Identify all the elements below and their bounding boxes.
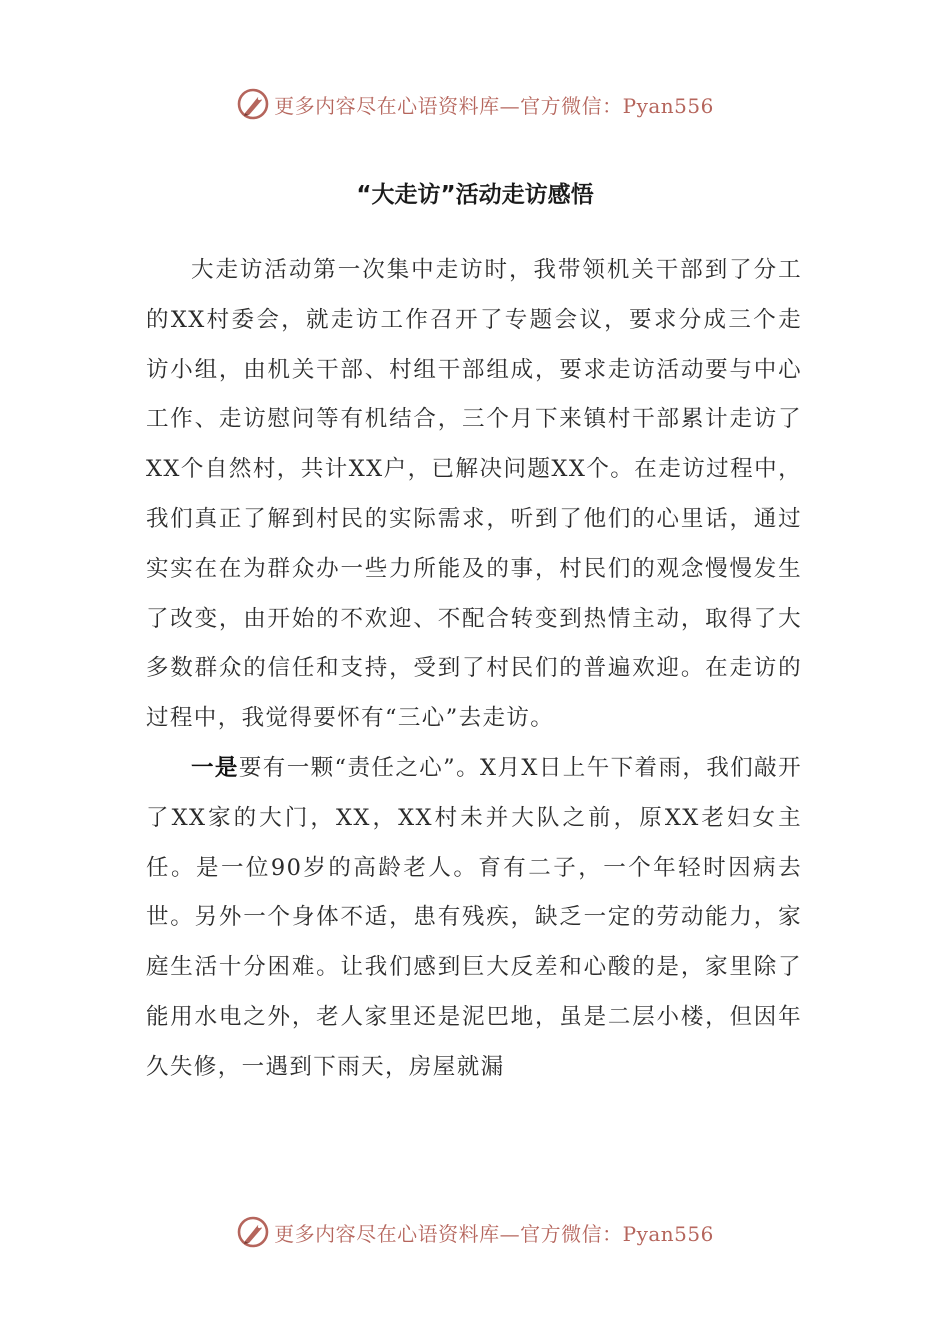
footer-banner-text: 更多内容尽在心语资料库—官方微信：Pyan556	[274, 1221, 714, 1246]
paragraph-2	[146, 744, 802, 1093]
document-body	[146, 246, 802, 1093]
paragraph-1	[146, 246, 802, 744]
paragraph-2-lead: 一是	[191, 754, 239, 781]
footer-banner	[0, 1212, 950, 1252]
header-banner	[0, 84, 950, 124]
paragraph-1-text: 大走访活动第一次集中走访时，我带领机关干部到了分工的XX村委会，就走访工作召开了专题会议，要求分成三个走访小组，由机关干部、村组干部组成，要求走访活动要与中心工作、走访慰问等有机结合，三个月下来镇村干部累计走访了XX个自然村，共计XX户，已解决问题XX个。在走访过程中，我们真正了解到村民的实际需求，听到了他们的心里话，通过实实在在为群众办一些力所能及的事，村民们的观念慢慢发生了改变，由开始的不欢迎、不配合转变到热情主动，取得了大多数群众的信任和支持，受到了村民们的普遍欢迎。在走访的过程中，我觉得要怀有“三心”去走访。	[146, 257, 802, 732]
header-banner-text: 更多内容尽在心语资料库—官方微信：Pyan556	[274, 93, 714, 118]
paragraph-2-text: 要有一颗“责任之心”。X月X日上午下着雨，我们敲开了XX家的大门，XX，XX村未并大队之前，原XX老妇女主任。是一位90岁的高龄老人。育有二子，一个年轻时因病去世。另外一个身体不适，患有残疾，缺乏一定的劳动能力，家庭生活十分困难。让我们感到巨大反差和心酸的是，家里除了能用水电之外，老人家里还是泥巴地，虽是二层小楼，但因年久失修，一遇到下雨天，房屋就漏	[146, 754, 802, 1080]
pen-nib-circle-icon	[236, 1215, 270, 1249]
pen-nib-circle-icon	[236, 87, 270, 121]
document-title: “大走访”活动走访感悟	[356, 182, 594, 208]
